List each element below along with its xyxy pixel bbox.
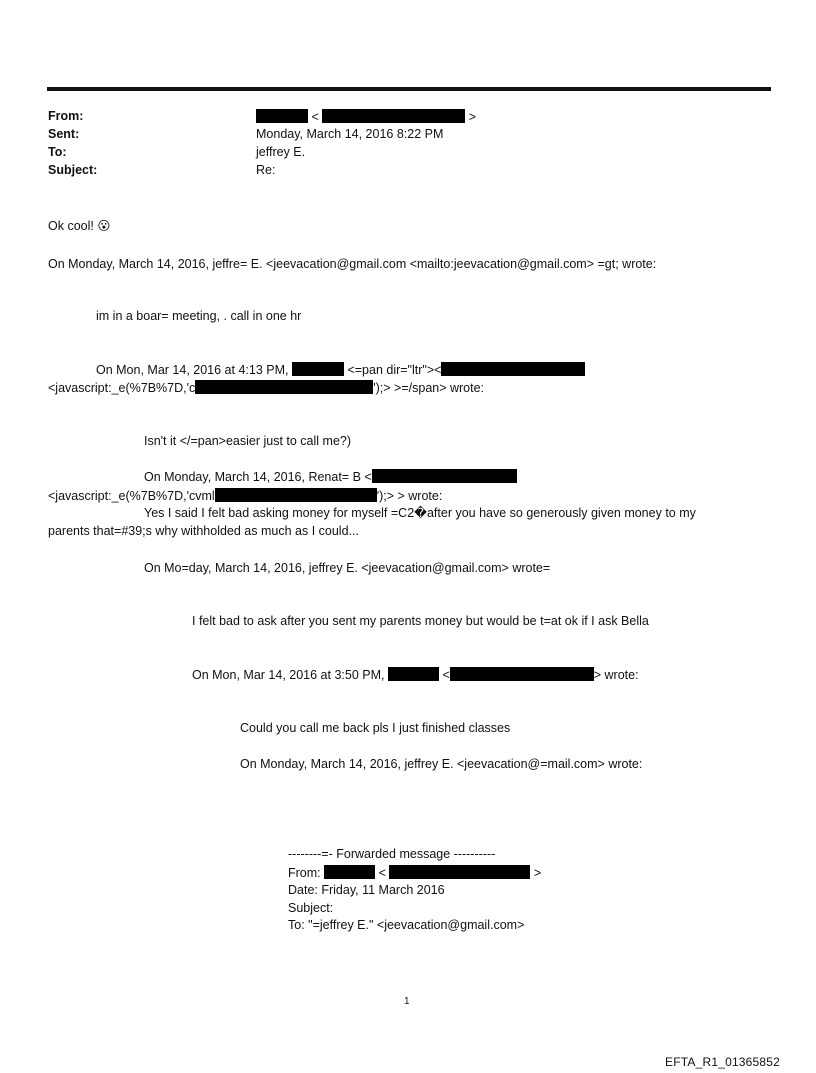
- body-line-6: Isn't it </=pan>easier just to call me?): [144, 434, 352, 448]
- body-line-12: I felt bad to ask after you sent my parents money but would be t=at ok if I ask Bella: [192, 614, 649, 628]
- sent-label: Sent:: [48, 127, 80, 141]
- redaction-box: [389, 865, 530, 879]
- forwarded-to: To: "=jeffrey E." <jeevacation@gmail.com>: [288, 918, 525, 932]
- body-line-15: On Monday, March 14, 2016, jeffrey E. <jeevacation@=mail.com> wrote:: [240, 757, 643, 771]
- body-line-5-end: ');> >=/span> wrote:: [373, 381, 485, 395]
- forwarded-divider: --------=- Forwarded message ----------: [288, 847, 496, 861]
- body-line-2: On Monday, March 14, 2016, jeffre= E. <jeevacation@gmail.com <mailto:jeevacation@gmail.com> =gt; wrote:: [48, 257, 657, 271]
- header-rule: [47, 87, 771, 91]
- forwarded-from-label: From:: [288, 866, 321, 880]
- redaction-box: [256, 109, 308, 123]
- forwarded-from-lt: <: [378, 866, 386, 880]
- redaction-box: [322, 109, 465, 123]
- redaction-box: [450, 667, 594, 681]
- redaction-box: [215, 488, 377, 502]
- body-line-4-start: On Mon, Mar 14, 2016 at 4:13 PM,: [96, 363, 289, 377]
- body-line-7: [144, 469, 517, 485]
- body-line-1: Ok cool! 😮: [48, 219, 111, 233]
- subject-value: Re:: [256, 163, 276, 177]
- body-line-13-end: > wrote:: [593, 668, 639, 682]
- from-label: From:: [48, 109, 84, 123]
- to-value: jeffrey E.: [256, 145, 306, 159]
- body-line-8-end: ');> > wrote:: [376, 489, 443, 503]
- forwarded-from: [288, 865, 541, 881]
- subject-label: Subject:: [48, 163, 98, 177]
- from-lt: <: [311, 110, 319, 124]
- body-line-7-text: On Monday, March 14, 2016, Renat= B <: [144, 470, 372, 484]
- body-line-10: parents that=#39;s why withholded as much as I could...: [48, 524, 359, 538]
- body-line-4: [96, 362, 585, 378]
- sent-value: Monday, March 14, 2016 8:22 PM: [256, 127, 444, 141]
- redaction-box: [388, 667, 439, 681]
- body-line-4-end: <=pan dir="ltr"><: [347, 363, 442, 377]
- body-line-13-lt: <: [442, 668, 450, 682]
- forwarded-subject: Subject:: [288, 901, 334, 915]
- forwarded-from-gt: >: [533, 866, 542, 880]
- redaction-box: [441, 362, 585, 376]
- redaction-box: [372, 469, 517, 483]
- page-number: 1: [404, 996, 410, 1007]
- document-id: EFTA_R1_01365852: [665, 1055, 781, 1069]
- from-value: [256, 109, 476, 125]
- body-line-11: On Mo=day, March 14, 2016, jeffrey E. <jeevacation@gmail.com> wrote=: [144, 561, 551, 575]
- body-line-13: [192, 667, 639, 683]
- redaction-box: [324, 865, 375, 879]
- body-line-5-start: <javascript:_e(%7B%7D,'c: [48, 381, 196, 395]
- forwarded-date: Date: Friday, 11 March 2016: [288, 883, 445, 897]
- body-line-3: im in a boar= meeting, . call in one hr: [96, 309, 302, 323]
- body-line-13-start: On Mon, Mar 14, 2016 at 3:50 PM,: [192, 668, 385, 682]
- body-line-5: [48, 380, 484, 396]
- body-line-8-start: <javascript:_e(%7B%7D,'cvml: [48, 489, 215, 503]
- to-label: To:: [48, 145, 67, 159]
- body-line-14: Could you call me back pls I just finished classes: [240, 721, 511, 735]
- redaction-box: [292, 362, 344, 376]
- body-line-8: [48, 488, 442, 504]
- from-gt: >: [468, 110, 477, 124]
- redaction-box: [195, 380, 373, 394]
- body-line-9: Yes I said I felt bad asking money for myself =C2�after you have so generously given money to my: [144, 506, 696, 520]
